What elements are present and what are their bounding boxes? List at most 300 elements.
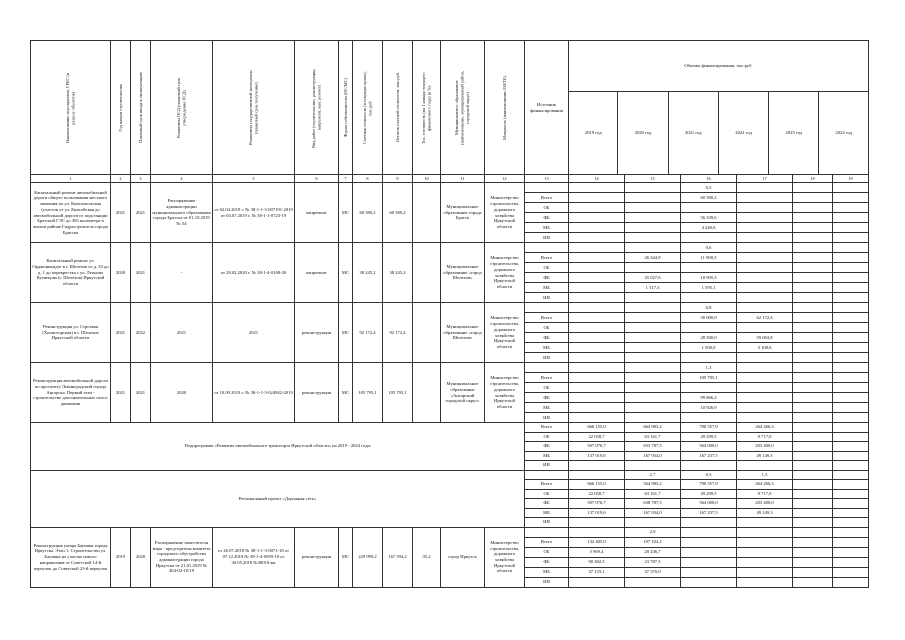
object-top-row — [31, 243, 869, 253]
header-source: Источник финансирования — [525, 41, 569, 175]
value-cell — [833, 518, 869, 528]
value-cell — [793, 432, 833, 442]
header-col-8 — [353, 41, 383, 175]
value-cell — [737, 213, 793, 223]
value-cell — [569, 413, 625, 423]
value-cell — [793, 451, 833, 461]
value-cell: 0,6 — [681, 243, 737, 253]
source-label: ФБ — [525, 393, 569, 403]
header-col-6: Вид работ (строительство, реконструкция, капремонт, кап. ремонт) — [311, 67, 322, 148]
source-label: ОБ — [525, 489, 569, 499]
value-cell: 49 149,3 — [737, 508, 793, 518]
object-work: реконструкция — [295, 527, 339, 587]
value-cell: 137 019,6 — [569, 451, 625, 461]
value-cell: 564 000,0 — [681, 499, 737, 509]
value-cell — [569, 303, 625, 313]
header-col-1: Наименование мероприятия, ГРБС (в разрезе объектов) — [65, 72, 76, 143]
source-label: ИИ — [525, 577, 569, 587]
object-ready: 35,2 — [413, 527, 441, 587]
object-cost: 92 172,4 — [353, 303, 383, 363]
header-col-9 — [383, 41, 413, 175]
value-cell: 167 237,5 — [681, 508, 737, 518]
value-cell: 653 787,5 — [625, 442, 681, 452]
value-cell — [569, 183, 625, 193]
source-label: Всего — [525, 253, 569, 263]
header-col-12 — [485, 41, 525, 175]
value-cell — [793, 313, 833, 323]
header-col-7: Форма собственности (ОС/МС) — [342, 77, 348, 138]
source-cell — [525, 303, 569, 313]
value-cell — [569, 253, 625, 263]
object-top-row — [31, 303, 869, 313]
value-cell — [737, 203, 793, 213]
value-cell: 203 400,0 — [737, 442, 793, 452]
year-header: 2021 год — [668, 92, 718, 175]
value-cell — [737, 383, 793, 393]
value-cell — [833, 403, 869, 413]
value-cell: 664 983,2 — [625, 423, 681, 433]
source-label: ФБ — [525, 442, 569, 452]
object-grbs: Министерство строительства, дорожного хозяйства Иркутской области — [485, 243, 525, 303]
object-rest: 60 580,2 — [383, 183, 413, 243]
object-name: Капитальный ремонт автомобильной дороги общего пользования местного значения по ул. Комсомольская (участок от ул. Енисейская до автомобильной дороги от подстанции Братской ГЭС до 365 километра в жилом районе Гидростроитель города Братска — [31, 183, 111, 243]
column-number: 10 — [413, 175, 441, 183]
object-mo: Муниципальное образование «город Шелехов» — [441, 243, 485, 303]
value-cell — [737, 353, 793, 363]
column-number: 11 — [441, 175, 485, 183]
value-cell — [569, 243, 625, 253]
source-cell — [525, 363, 569, 373]
value-cell: 790 557,9 — [681, 480, 737, 490]
object-rest: 92 172,4 — [383, 303, 413, 363]
value-cell — [737, 183, 793, 193]
value-cell — [833, 432, 869, 442]
value-cell: 0,3 — [681, 470, 737, 480]
source-label: ИИ — [525, 518, 569, 528]
value-cell — [569, 213, 625, 223]
column-number: 9 — [383, 175, 413, 183]
object-expertise: от 28.02.2020 г. № 38-1-4-0168-20 — [213, 243, 295, 303]
value-cell — [833, 383, 869, 393]
year-header: 2024 год — [819, 92, 868, 175]
total-name: Региональный проект «Дорожная сеть» — [31, 470, 525, 527]
value-cell — [625, 323, 681, 333]
value-cell — [793, 333, 833, 343]
value-cell — [737, 363, 793, 373]
column-numbers-row — [31, 175, 869, 183]
value-cell — [793, 461, 833, 471]
value-cell — [793, 527, 833, 537]
value-cell — [737, 193, 793, 203]
value-cell — [681, 547, 737, 557]
year-header: 2019 год — [584, 130, 602, 136]
source-label: ФБ — [525, 213, 569, 223]
value-cell: 25 027,6 — [625, 273, 681, 283]
source-label: ОБ — [525, 323, 569, 333]
value-cell: 0,8 — [681, 303, 737, 313]
value-cell — [625, 343, 681, 353]
object-cost: 105 795,1 — [353, 363, 383, 423]
value-cell — [625, 383, 681, 393]
value-cell: 60 580,2 — [681, 193, 737, 203]
value-cell — [833, 353, 869, 363]
source-label: Всего — [525, 537, 569, 547]
source-label: МБ — [525, 223, 569, 233]
header-col-6 — [295, 41, 339, 175]
object-ready — [413, 363, 441, 423]
object-mo: Муниципальное образование города Братск — [441, 183, 485, 243]
source-label: ФБ — [525, 333, 569, 343]
value-cell — [737, 273, 793, 283]
column-number: 14 — [569, 175, 625, 183]
object-cost: 38 245,2 — [353, 243, 383, 303]
value-cell — [793, 323, 833, 333]
value-cell — [625, 183, 681, 193]
value-cell — [681, 518, 737, 528]
value-cell — [737, 223, 793, 233]
object-grbs: Министерство строительства, дорожного хозяйства Иркутской области — [485, 363, 525, 423]
value-cell — [737, 577, 793, 587]
value-cell: 564 983,2 — [625, 480, 681, 490]
value-cell: 507 076,7 — [569, 499, 625, 509]
value-cell — [833, 527, 869, 537]
value-cell — [793, 213, 833, 223]
value-cell — [833, 508, 869, 518]
total-top-row — [31, 470, 869, 480]
value-cell — [833, 253, 869, 263]
column-number: 13 — [525, 175, 569, 183]
object-end: 2021 — [131, 183, 151, 243]
value-cell — [569, 233, 625, 243]
object-rest: 105 795,1 — [383, 363, 413, 423]
value-cell: 20 236,7 — [625, 547, 681, 557]
value-cell — [833, 303, 869, 313]
value-cell — [737, 243, 793, 253]
object-work: реконструкция — [295, 363, 339, 423]
value-cell — [625, 413, 681, 423]
value-cell — [737, 253, 793, 263]
object-expertise: от 02.04.2019 г. № 38-1-1-3-007191-2019 от 04.07.2019 г. № 38-1-1-0723-19 — [213, 183, 295, 243]
value-cell — [737, 393, 793, 403]
value-cell: 203 400,0 — [737, 499, 793, 509]
value-cell — [625, 193, 681, 203]
object-own: МС — [339, 303, 353, 363]
column-number: 7 — [339, 175, 353, 183]
value-cell — [681, 461, 737, 471]
value-cell — [625, 213, 681, 223]
source-label: Всего — [525, 373, 569, 383]
value-cell — [793, 363, 833, 373]
value-cell — [793, 470, 833, 480]
value-cell: 90 302,5 — [569, 557, 625, 567]
value-cell: 1,3 — [681, 363, 737, 373]
object-top-row — [31, 527, 869, 537]
value-cell — [833, 470, 869, 480]
value-cell — [569, 283, 625, 293]
value-cell — [793, 353, 833, 363]
source-label: МБ — [525, 508, 569, 518]
value-cell — [833, 343, 869, 353]
value-cell — [569, 323, 625, 333]
value-cell — [833, 537, 869, 547]
source-cell — [525, 527, 569, 537]
value-cell — [833, 203, 869, 213]
value-cell — [793, 557, 833, 567]
value-cell — [833, 547, 869, 557]
object-name: Реконструкция ул. Строевая (Холмогорская) в г. Шелехов Иркутской области — [31, 303, 111, 363]
value-cell: 9 717,0 — [737, 432, 793, 442]
value-cell — [737, 413, 793, 423]
value-cell — [569, 383, 625, 393]
value-cell — [793, 442, 833, 452]
value-cell: 99 866,2 — [681, 393, 737, 403]
value-cell — [625, 203, 681, 213]
object-work: капремонт — [295, 183, 339, 243]
value-cell — [737, 293, 793, 303]
value-cell — [625, 461, 681, 471]
value-cell — [681, 537, 737, 547]
value-cell — [793, 508, 833, 518]
column-number: 1 — [31, 175, 111, 183]
value-cell — [569, 373, 625, 383]
column-number: 19 — [833, 175, 869, 183]
value-cell — [569, 470, 625, 480]
value-cell — [681, 203, 737, 213]
funding-header-group — [569, 41, 869, 175]
value-cell — [833, 323, 869, 333]
header-col-1 — [31, 41, 111, 175]
value-cell — [681, 293, 737, 303]
source-label: Всего — [525, 423, 569, 433]
value-cell: 49 149,3 — [737, 451, 793, 461]
value-cell: 62 172,4 — [737, 313, 793, 323]
value-cell — [569, 273, 625, 283]
object-start: 2021 — [111, 183, 131, 243]
object-top-row — [31, 363, 869, 373]
value-cell — [625, 243, 681, 253]
value-cell: 137 019,6 — [569, 508, 625, 518]
value-cell — [625, 393, 681, 403]
value-cell — [833, 442, 869, 452]
object-grbs: Министерство строительства, дорожного хозяйства Иркутской области — [485, 527, 525, 587]
value-cell — [833, 293, 869, 303]
value-cell — [569, 343, 625, 353]
value-cell: 22 058,7 — [569, 489, 625, 499]
value-cell — [681, 323, 737, 333]
value-cell — [833, 413, 869, 423]
value-cell: 22 058,7 — [569, 432, 625, 442]
value-cell — [737, 283, 793, 293]
source-label: ФБ — [525, 499, 569, 509]
value-cell — [625, 333, 681, 343]
source-label: МБ — [525, 403, 569, 413]
value-cell: 638 787,5 — [625, 499, 681, 509]
value-cell — [833, 577, 869, 587]
object-work: реконструкция — [295, 303, 339, 363]
column-number: 18 — [793, 175, 833, 183]
value-cell: 1 500,0 — [681, 343, 737, 353]
value-cell — [833, 283, 869, 293]
header-col-5: Реквизиты государственной экспертизы (плановый срок получения) — [248, 70, 259, 145]
object-psd: 2020 — [151, 363, 213, 423]
column-number: 2 — [111, 175, 131, 183]
value-cell — [569, 403, 625, 413]
value-cell — [737, 403, 793, 413]
value-cell — [625, 403, 681, 413]
object-psd: Распоряжение администрации муниципального образования города Братска от 01.10.2019 № 54 — [151, 183, 213, 243]
value-cell — [569, 223, 625, 233]
value-cell — [833, 243, 869, 253]
value-cell: 1 317,3 — [625, 283, 681, 293]
value-cell — [569, 313, 625, 323]
value-cell — [793, 283, 833, 293]
object-ready — [413, 243, 441, 303]
value-cell: 0,5 — [681, 183, 737, 193]
header-col-2: Год начала строительства — [117, 83, 123, 132]
value-cell — [569, 333, 625, 343]
value-cell — [833, 313, 869, 323]
object-name: Капитальный ремонт ул. Орджоникидзе в г. Шелехов от д. 33 до д. 1 до перекрестка с ул. Леонова Кузнецова (г. Шелехов) Иркутской области — [31, 243, 111, 303]
source-label: ИИ — [525, 293, 569, 303]
value-cell — [793, 303, 833, 313]
value-cell — [569, 293, 625, 303]
value-cell: 507 076,7 — [569, 442, 625, 452]
value-cell — [569, 393, 625, 403]
value-cell — [833, 373, 869, 383]
value-cell — [793, 293, 833, 303]
value-cell: 10 926,9 — [681, 403, 737, 413]
column-number: 5 — [213, 175, 295, 183]
object-end: 2020 — [131, 527, 151, 587]
value-cell — [793, 537, 833, 547]
value-cell — [737, 547, 793, 557]
object-grbs: Министерство строительства, дорожного хозяйства Иркутской области — [485, 303, 525, 363]
header-col-9: Остаток сметной стоимости, тыс.руб. — [394, 72, 400, 143]
column-number: 8 — [353, 175, 383, 183]
value-cell — [833, 193, 869, 203]
source-label: ФБ — [525, 557, 569, 567]
value-cell — [833, 263, 869, 273]
object-work: капремонт — [295, 243, 339, 303]
source-label: ОБ — [525, 263, 569, 273]
source-label: МБ — [525, 451, 569, 461]
year-header: 2023 год — [769, 92, 819, 175]
value-cell: 264 266,3 — [737, 480, 793, 490]
header-col-4: Реквизиты ПСД (плановый срок утверждения ПСД) — [176, 77, 187, 138]
header-row — [31, 41, 869, 175]
object-psd: 2021 — [151, 303, 213, 363]
value-cell — [793, 489, 833, 499]
value-cell — [833, 557, 869, 567]
object-end: 2021 — [131, 363, 151, 423]
value-cell — [833, 480, 869, 490]
financing-table — [30, 40, 869, 588]
source-label: ФБ — [525, 273, 569, 283]
value-cell — [737, 537, 793, 547]
object-own: МС — [339, 183, 353, 243]
source-label: ОБ — [525, 203, 569, 213]
value-cell — [737, 303, 793, 313]
value-cell — [793, 343, 833, 353]
funding-title: Объемы финансирования, тыс.руб. — [569, 41, 868, 92]
value-cell: 11 900,3 — [681, 253, 737, 263]
value-cell — [681, 353, 737, 363]
header-col-8: Сметная стоимость (в текущих ценах), тыс.руб. — [362, 71, 373, 144]
value-cell — [793, 413, 833, 423]
header-col-3: Плановый срок ввода в эксплуатацию — [137, 72, 143, 143]
header-col-10 — [413, 41, 441, 175]
column-number: 15 — [625, 175, 681, 183]
value-cell — [625, 518, 681, 528]
value-cell — [833, 213, 869, 223]
header-col-5 — [213, 41, 295, 175]
value-cell — [833, 183, 869, 193]
value-cell — [737, 233, 793, 243]
value-cell — [833, 499, 869, 509]
value-cell — [793, 193, 833, 203]
value-cell — [625, 293, 681, 303]
value-cell — [737, 373, 793, 383]
value-cell — [833, 393, 869, 403]
value-cell: 37 133,1 — [569, 567, 625, 577]
source-label: ИИ — [525, 353, 569, 363]
value-cell — [625, 263, 681, 273]
value-cell: 1,5 — [737, 470, 793, 480]
value-cell — [569, 577, 625, 587]
value-cell — [833, 363, 869, 373]
object-end: 2022 — [131, 303, 151, 363]
source-cell — [525, 243, 569, 253]
value-cell — [793, 577, 833, 587]
value-cell: 26 344,9 — [625, 253, 681, 263]
source-label: Всего — [525, 313, 569, 323]
value-cell — [793, 480, 833, 490]
object-cost: 229 999,2 — [353, 527, 383, 587]
value-cell — [833, 451, 869, 461]
value-cell — [793, 403, 833, 413]
value-cell — [681, 263, 737, 273]
header-col-2 — [111, 41, 131, 175]
value-cell — [737, 557, 793, 567]
value-cell — [793, 203, 833, 213]
value-cell — [793, 423, 833, 433]
value-cell — [681, 413, 737, 423]
value-cell: 788 557,9 — [681, 423, 737, 433]
value-cell — [625, 223, 681, 233]
value-cell — [625, 363, 681, 373]
value-cell — [793, 183, 833, 193]
object-mo: Муниципальное образование «город Шелехов» — [441, 303, 485, 363]
value-cell — [737, 461, 793, 471]
object-name: Реконструкция автомобильной дороги по проспекту Ленинградский города Ангарска. Первый этап - строительство дополнительных полос движения — [31, 363, 111, 423]
source-label: МБ — [525, 283, 569, 293]
value-cell: 30 000,0 — [681, 313, 737, 323]
value-cell: 107 104,2 — [625, 537, 681, 547]
object-own: МС — [339, 527, 353, 587]
value-cell — [737, 518, 793, 528]
header-col-3 — [131, 41, 151, 175]
total-source-row — [31, 423, 869, 433]
value-cell — [569, 518, 625, 528]
value-cell — [833, 223, 869, 233]
header-col-12: Мощность (наименование ЕИ/ТБ) — [501, 75, 507, 140]
value-cell: 167 934,0 — [625, 508, 681, 518]
value-cell — [681, 557, 737, 567]
object-own: МС — [339, 363, 353, 423]
source-cell — [525, 470, 569, 480]
object-ready — [413, 303, 441, 363]
year-header: 2022 год — [718, 92, 768, 175]
